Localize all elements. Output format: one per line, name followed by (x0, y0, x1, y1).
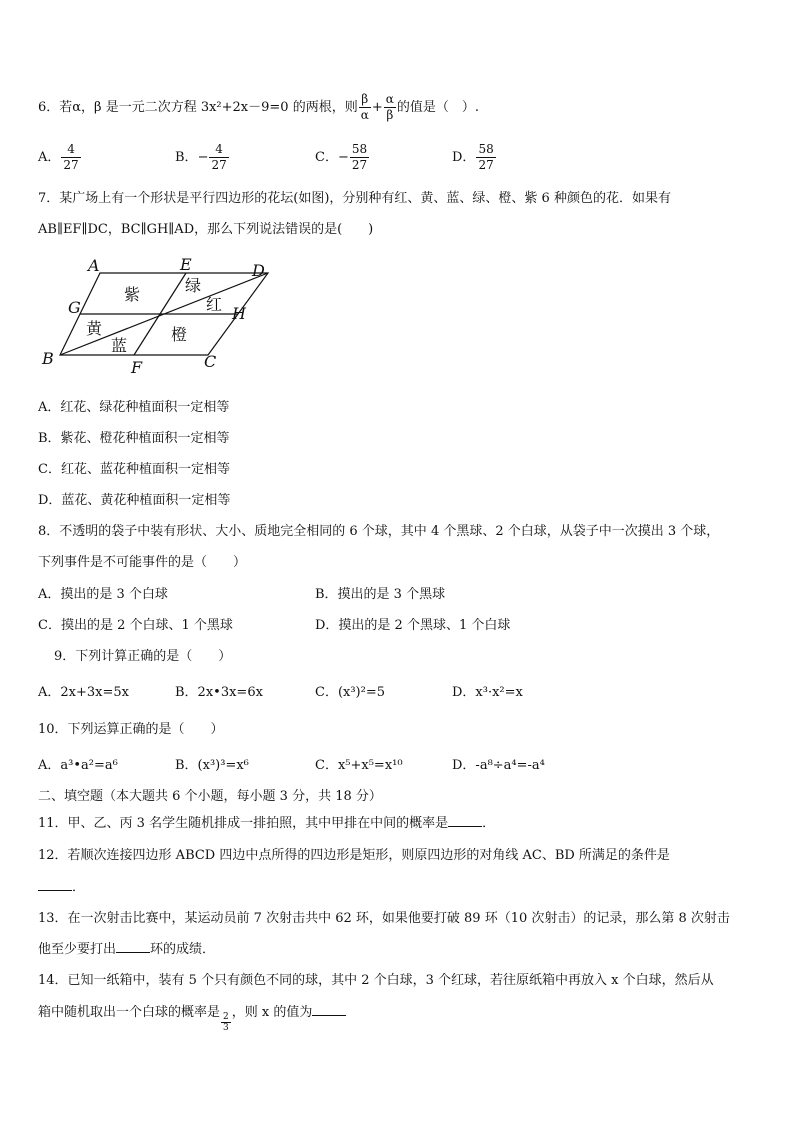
q8-stem-line-1: 8．不透明的袋子中装有形状、大小、质地完全相同的 6 个球，其中 4 个黑球、2 个白球，从袋子中一次摸出 3 个球， (38, 524, 720, 539)
q10-option-a[interactable]: A．a³•a²=a⁶ (38, 758, 118, 773)
label-c: C (204, 352, 217, 371)
question-6-stem: 6．若α，β 是一元二次方程 3x²+2x－9=0 的两根，则 $\frac{\beta}{\alpha}$ + $\frac{\alpha}{\beta}$ 的值是（ ）. (38, 92, 479, 122)
q8-option-c[interactable]: C．摸出的是 2 个白球、1 个黑球 (38, 618, 233, 633)
label-lan: 蓝 (111, 336, 128, 355)
q9-stem: 9．下列计算正确的是（ ） (54, 649, 232, 664)
q10-stem: 10．下列运算正确的是（ ） (38, 722, 224, 737)
q11-answer-blank[interactable] (448, 814, 482, 827)
q10-option-c[interactable]: C．x⁵+x⁵=x¹⁰ (315, 758, 403, 773)
q7-option-a[interactable]: A．红花、绿花种植面积一定相等 (38, 400, 230, 415)
q8-option-d[interactable]: D．摸出的是 2 个黑球、1 个白球 (315, 618, 511, 633)
q14-stem-line-1: 14．已知一纸箱中，装有 5 个只有颜色不同的球，其中 2 个白球，3 个红球，若往原纸箱中再放入 x 个白球，然后从 (38, 973, 714, 988)
q10-option-d[interactable]: D．-a⁸÷a⁴=-a⁴ (452, 758, 545, 773)
q7-option-d[interactable]: D．蓝花、黄花种植面积一定相等 (38, 493, 231, 508)
q8-option-b[interactable]: B．摸出的是 3 个黑球 (315, 587, 446, 602)
label-f: F (131, 358, 143, 377)
q13-stem-line-1: 13．在一次射击比赛中，某运动员前 7 次射击共中 62 环，如果他要打破 89 环（10 次射击）的记录，那么第 8 次射击 (38, 911, 730, 926)
label-b: B (42, 349, 54, 368)
label-e: E (180, 255, 192, 274)
label-zi: 紫 (124, 285, 141, 304)
q6-fraction-alpha-beta: $\frac{\alpha}{\beta}$ (385, 92, 394, 122)
q12-stem-line-1: 12．若顺次连接四边形 ABCD 四边中点所得的四边形是矩形，则原四边形的对角线 AC、BD 所满足的条件是 (38, 848, 670, 863)
q9-option-b[interactable]: B．2x•3x=6x (175, 685, 263, 700)
section-2-heading: 二、填空题（本大题共 6 个小题，每小题 3 分，共 18 分） (38, 789, 382, 804)
label-huang: 黄 (86, 319, 103, 338)
q7-stem-line-2: AB∥EF∥DC，BC∥GH∥AD，那么下列说法错误的是( ) (38, 222, 374, 237)
q13-stem-line-2: 他至少要打出 环的成绩． (38, 942, 216, 957)
q14-fraction: $\frac{2}{3}$ (223, 1012, 229, 1033)
q9-option-a[interactable]: A．2x+3x=5x (38, 685, 129, 700)
label-lv: 绿 (185, 276, 202, 295)
q11-stem: 11．甲、乙、丙 3 名学生随机排成一排拍照，其中甲排在中间的概率是 ． (38, 816, 496, 831)
q6-stem-a: 6．若α，β 是一元二次方程 3x²+2x－9=0 的两根，则 (38, 100, 358, 115)
q6-stem-b: 的值是（ ）. (396, 100, 479, 115)
q7-option-c[interactable]: C．红花、蓝花种植面积一定相等 (38, 462, 230, 477)
q10-option-b[interactable]: B．(x³)³=x⁶ (175, 758, 249, 773)
q7-stem-line-1: 7．某广场上有一个形状是平行四边形的花坛(如图)，分别种有红、黄、蓝、绿、橙、紫 6 种颜色的花．如果有 (38, 191, 671, 206)
q12-answer-blank[interactable] (38, 878, 72, 891)
label-d: D (252, 261, 265, 280)
label-g: G (68, 298, 81, 317)
q14-stem-line-2: 箱中随机取出一个白球的概率是 $\frac{2}{3}$ ，则 x 的值为 (38, 1001, 346, 1033)
label-h: H (232, 304, 246, 323)
q6-option-a[interactable]: A． $\frac{4}{27}$ (38, 142, 79, 172)
label-hong: 红 (206, 295, 223, 314)
q14-answer-blank[interactable] (312, 1003, 346, 1016)
q6-option-b[interactable]: B．− $\frac{4}{27}$ (175, 142, 227, 172)
label-cheng: 橙 (171, 325, 188, 344)
q6-fraction-beta-alpha: $\frac{\beta}{\alpha}$ (360, 92, 369, 122)
parallelogram-flowerbed-figure (38, 252, 288, 377)
q9-option-c[interactable]: C．(x³)²=5 (315, 685, 386, 700)
q7-option-b[interactable]: B．紫花、橙花种植面积一定相等 (38, 431, 230, 446)
q8-stem-line-2: 下列事件是不可能事件的是（ ） (38, 555, 247, 570)
label-a: A (88, 256, 100, 275)
q12-stem-line-2: ． (38, 876, 85, 895)
q6-option-d[interactable]: D． $\frac{58}{27}$ (452, 142, 494, 172)
q9-option-d[interactable]: D．x³·x²=x (452, 685, 523, 700)
q8-option-a[interactable]: A．摸出的是 3 个白球 (38, 587, 168, 602)
q6-option-c[interactable]: C．− $\frac{58}{27}$ (315, 142, 368, 172)
q13-answer-blank[interactable] (116, 940, 150, 953)
